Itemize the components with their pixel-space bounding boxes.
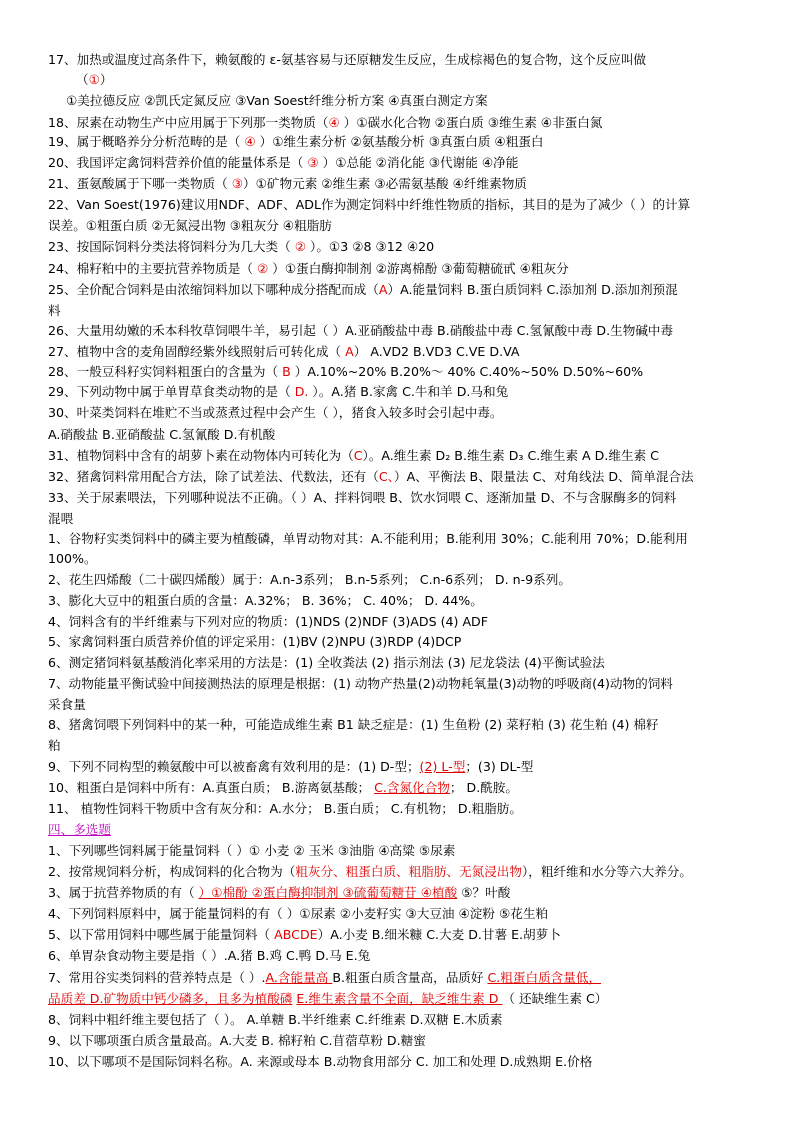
text-line bbox=[48, 52, 646, 68]
text-line bbox=[48, 927, 561, 943]
text-segment: ）。A.维生素 D₂ B.维生素 D₃ C.维生素 A D.维生素 C bbox=[362, 448, 659, 463]
text-segment: B bbox=[282, 364, 291, 379]
text-line bbox=[48, 427, 275, 443]
text-segment: 混喂 bbox=[48, 511, 74, 526]
text-line bbox=[48, 655, 605, 671]
text-line bbox=[48, 344, 520, 360]
text-segment: 9、下列不同构型的赖氨酸中可以被畜禽有效利用的是：(1) D-型； bbox=[48, 759, 420, 774]
text-line bbox=[48, 405, 503, 421]
text-segment: C.粗蛋白质含量低， bbox=[487, 970, 602, 985]
text-line bbox=[48, 531, 688, 547]
text-line bbox=[48, 469, 694, 485]
text-segment: 21、蛋氨酸属于下哪一类物质（ bbox=[48, 176, 232, 191]
text-segment: ① bbox=[88, 72, 100, 87]
text-segment: A.含能量高 bbox=[265, 970, 333, 985]
text-line bbox=[48, 261, 569, 277]
text-segment: E.维生素含量不全面，缺乏维生素 D bbox=[296, 991, 503, 1006]
text-line bbox=[48, 717, 659, 733]
text-segment: (2) L-型 bbox=[419, 759, 466, 774]
text-line bbox=[48, 239, 434, 255]
text-line bbox=[48, 843, 455, 859]
text-segment: ； D.酰胺。 bbox=[449, 780, 518, 795]
text-segment: 10、以下哪项不是国际饲料名称。A. 来源或母本 B.动物食用部分 C. 加工和处理 D.成熟期 E.价格 bbox=[48, 1054, 593, 1069]
text-segment: C、 bbox=[378, 469, 394, 484]
text-line bbox=[48, 738, 61, 754]
text-segment: C bbox=[353, 448, 363, 463]
text-line bbox=[48, 115, 602, 131]
text-line bbox=[48, 155, 518, 171]
text-segment: A.硝酸盐 B.亚硝酸盐 C.氢氰酸 D.有机酸 bbox=[48, 427, 276, 442]
text-segment: 3、膨化大豆中的粗蛋白质的含量：A.32%； B. 36%； C. 40%； D. 44%。 bbox=[48, 593, 483, 608]
text-segment: 粕 bbox=[48, 738, 61, 753]
text-segment: A bbox=[345, 344, 354, 359]
text-segment: 22、Van Soest(1976)建议用NDF、ADF、ADL作为测定饲料中纤维性物质的指标，其目的是为了减少（ ）的计算 bbox=[48, 197, 691, 212]
text-line bbox=[48, 134, 544, 150]
text-line bbox=[48, 176, 527, 192]
text-segment: ③ bbox=[231, 176, 244, 191]
text-segment: ）。①3 ②8 ③12 ④20 bbox=[306, 239, 435, 254]
text-line bbox=[48, 634, 461, 650]
text-line bbox=[48, 572, 571, 588]
text-segment: 1、下列哪些饲料属于能量饲料（ ）① 小麦 ② 玉米 ③油脂 ④高粱 ⑤尿素 bbox=[48, 843, 456, 858]
text-line bbox=[48, 759, 533, 775]
text-segment: 19、属于概略养分分析范畴的是（ bbox=[48, 134, 245, 149]
text-segment: 料 bbox=[48, 303, 61, 318]
text-line bbox=[48, 970, 601, 986]
text-segment: 10、粗蛋白是饲料中所有：A.真蛋白质； B.游离氨基酸； bbox=[48, 780, 375, 795]
text-segment: 9、以下哪项蛋白质含量最高。A.大麦 B. 棉籽粕 C.苜蓿草粉 D.糖蜜 bbox=[48, 1033, 426, 1048]
text-segment: ）①棉酚 ②蛋白酶抑制剂 ③硫葡萄糖苷 ④植酸 bbox=[198, 885, 458, 900]
text-segment: D. bbox=[294, 384, 309, 399]
text-segment: ）①蛋白酶抑制剂 ②游离棉酚 ③葡萄糖硫甙 ④粗灰分 bbox=[268, 261, 569, 276]
text-line bbox=[48, 614, 488, 630]
text-segment: 6、单胃杂食动物主要是指（ ）.A.猪 B.鸡 C.鸭 D.马 E.兔 bbox=[48, 948, 371, 963]
text-line bbox=[48, 948, 370, 964]
text-segment: 5、家禽饲料蛋白质营养价值的评定采用：(1)BV (2)NPU (3)RDP (4)DCP bbox=[48, 634, 462, 649]
text-segment: 33、关于尿素喂法，下列哪种说法不正确。（ ）A、拌料饲喂 B、饮水饲喂 C、逐渐加量 D、不与含脲酶多的饲料 bbox=[48, 490, 677, 505]
text-line bbox=[48, 906, 548, 922]
text-segment: （ bbox=[76, 72, 89, 87]
text-segment: 8、猪禽饲喂下列饲料中的某一种，可能造成维生素 B1 缺乏症是：(1) 生鱼粉 (2) 菜籽粕 (3) 花生粕 (4) 棉籽 bbox=[48, 717, 659, 732]
text-segment: 24、棉籽粕中的主要抗营养物质是（ bbox=[48, 261, 257, 276]
text-line bbox=[48, 593, 483, 609]
text-line bbox=[48, 991, 607, 1007]
text-segment: 29、下列动物中属于单胃草食类动物的是（ bbox=[48, 384, 295, 399]
text-line bbox=[66, 93, 488, 109]
text-line bbox=[76, 72, 112, 88]
text-line bbox=[48, 885, 510, 901]
text-line bbox=[48, 282, 678, 298]
text-line bbox=[48, 801, 522, 817]
text-segment: 2、花生四烯酸（二十碳四烯酸）属于：A.n-3系列； B.n-5系列； C.n-6系列； D. n-9系列。 bbox=[48, 572, 571, 587]
text-segment: 3、属于抗营养物质的有（ bbox=[48, 885, 199, 900]
text-segment: ）A、平衡法 B、限量法 C、对角线法 D、简单混合法 bbox=[393, 469, 694, 484]
text-segment: 17、加热或温度过高条件下，赖氨酸的 ε-氨基容易与还原糖发生反应，生成棕褐色的复合物，这个反应叫做 bbox=[48, 52, 647, 67]
text-segment: 28、一般豆科籽实饲料粗蛋白的含量为（ bbox=[48, 364, 283, 379]
text-segment: ④ bbox=[328, 115, 340, 130]
text-line bbox=[48, 384, 508, 400]
text-segment: 5、以下常用饲料中哪些属于能量饲料（ bbox=[48, 927, 275, 942]
text-segment: ）①总能 ②消化能 ③代谢能 ④净能 bbox=[318, 155, 519, 170]
text-segment: ③ bbox=[307, 155, 319, 170]
text-segment: 2、按常规饲料分析，构成饲料的化合物为（ bbox=[48, 864, 296, 879]
text-segment: 27、植物中含的麦角固醇经紫外线照射后可转化成（ bbox=[48, 344, 346, 359]
text-segment: ），粗纤维和水分等六大养分。 bbox=[521, 864, 692, 879]
text-line bbox=[48, 364, 643, 380]
text-segment: ）A.小麦 B.细米糠 C.大麦 D.甘薯 E.胡萝卜 bbox=[317, 927, 561, 942]
text-segment: 32、猪禽饲料常用配合方法，除了试差法、代数法，还有（ bbox=[48, 469, 379, 484]
text-line bbox=[48, 864, 692, 880]
text-line bbox=[48, 323, 673, 339]
text-segment: 20、我国评定禽饲料营养价值的能量体系是（ bbox=[48, 155, 308, 170]
text-segment: ）A.10%~20% B.20%～ 40% C.40%~50% D.50%~60% bbox=[290, 364, 644, 379]
text-line bbox=[48, 490, 676, 506]
text-segment: 四、多选题 bbox=[48, 822, 111, 837]
text-segment: 4、饲料含有的半纤维素与下列对应的物质：(1)NDS (2)NDF (3)ADS (4) ADF bbox=[48, 614, 489, 629]
text-line bbox=[48, 511, 73, 527]
text-line bbox=[48, 197, 690, 213]
text-line bbox=[48, 676, 673, 692]
text-line bbox=[48, 1054, 592, 1070]
text-segment: 1、谷物籽实类饲料中的磷主要为植酸磷，单胃动物对其：A.不能利用；B.能利用 30%；C.能利用 70%；D.能利用 bbox=[48, 531, 688, 546]
text-segment: 采食量 bbox=[48, 697, 86, 712]
text-segment: C.含氮化合物 bbox=[374, 780, 450, 795]
text-line bbox=[48, 780, 518, 796]
text-line bbox=[48, 822, 111, 838]
text-segment: B.粗蛋白质含量高，品质好 bbox=[332, 970, 488, 985]
text-segment: ） bbox=[99, 72, 113, 87]
text-segment: ② bbox=[256, 261, 269, 276]
text-segment: ）①碳水化合物 ②蛋白质 ③维生素 ④非蛋白氮 bbox=[339, 115, 603, 130]
text-segment: ABCDE bbox=[274, 927, 318, 942]
text-segment: （ 还缺维生素 C） bbox=[502, 991, 608, 1006]
text-segment: 误差。①粗蛋白质 ②无氮浸出物 ③粗灰分 ④粗脂肪 bbox=[48, 218, 332, 233]
text-line bbox=[48, 551, 97, 567]
text-segment: ⑤？叶酸 bbox=[457, 885, 511, 900]
text-segment: 23、按国际饲料分类法将饲料分为几大类（ bbox=[48, 239, 295, 254]
text-segment: ）。A.猪 B.家禽 C.牛和羊 D.马和兔 bbox=[308, 384, 509, 399]
text-segment: 18、尿素在动物生产中应用属于下列那一类物质（ bbox=[48, 115, 329, 130]
text-segment: 7、常用谷实类饲料的营养特点是（ ）. bbox=[48, 970, 266, 985]
text-segment: 粗灰分、粗蛋白质、粗脂肪、无氮浸出物 bbox=[295, 864, 522, 879]
text-line bbox=[48, 1012, 502, 1028]
text-segment: 8、饲料中粗纤维主要包括了（ ）。 A.单糖 B.半纤维素 C.纤维素 D.双糖 E.木质素 bbox=[48, 1012, 503, 1027]
text-segment: 25、全价配合饲料是由浓缩饲料加以下哪种成分搭配而成（ bbox=[48, 282, 379, 297]
text-line bbox=[48, 1033, 426, 1049]
text-segment: ）①维生素分析 ②氨基酸分析 ③真蛋白质 ④粗蛋白 bbox=[255, 134, 544, 149]
text-segment: 6、测定猪饲料氨基酸消化率采用的方法是：(1) 全收粪法 (2) 指示剂法 (3) 尼龙袋法 (4)平衡试验法 bbox=[48, 655, 605, 670]
text-segment: A bbox=[378, 282, 388, 297]
text-segment: ；(3) DL-型 bbox=[465, 759, 534, 774]
text-segment: 31、植物饲料中含有的胡萝卜素在动物体内可转化为（ bbox=[48, 448, 354, 463]
text-segment: 30、叶菜类饲料在堆贮不当或蒸煮过程中会产生（ ），猪食入较多时会引起中毒。 bbox=[48, 405, 503, 420]
text-line bbox=[48, 218, 332, 234]
text-segment: ） A.VD2 B.VD3 C.VE D.VA bbox=[353, 344, 520, 359]
text-segment: 26、大量用幼嫩的禾本科牧草饲喂牛羊，易引起（ ）A.亚硝酸盐中毒 B.硝酸盐中毒 C.氢氰酸中毒 D.生物碱中毒 bbox=[48, 323, 674, 338]
text-segment: 品质差 D.矿物质中钙少磷多，且多为植酸磷 bbox=[48, 991, 293, 1006]
text-segment: ② bbox=[294, 239, 307, 254]
text-segment: 100%。 bbox=[48, 551, 97, 566]
text-line bbox=[48, 448, 659, 464]
text-line bbox=[48, 303, 61, 319]
text-segment: 11、 植物性饲料干物质中含有灰分和：A.水分； B.蛋白质； C.有机物； D.粗脂肪。 bbox=[48, 801, 522, 816]
text-line bbox=[48, 697, 86, 713]
text-segment: ④ bbox=[244, 134, 256, 149]
text-segment: ）①矿物元素 ②维生素 ③必需氨基酸 ④纤维素物质 bbox=[243, 176, 527, 191]
text-segment: 7、动物能量平衡试验中间接测热法的原理是根据：(1) 动物产热量(2)动物耗氧量(3)动物的呼吸商(4)动物的饲料 bbox=[48, 676, 673, 691]
text-segment: 4、下列饲料原料中，属于能量饲料的有（ ）①尿素 ②小麦籽实 ③大豆油 ④淀粉 ⑤花生粕 bbox=[48, 906, 549, 921]
text-segment: ）A.能量饲料 B.蛋白质饲料 C.添加剂 D.添加剂预混 bbox=[387, 282, 678, 297]
text-segment: ①美拉德反应 ②凯氏定氮反应 ③Van Soest纤维分析方案 ④真蛋白测定方案 bbox=[66, 93, 488, 108]
